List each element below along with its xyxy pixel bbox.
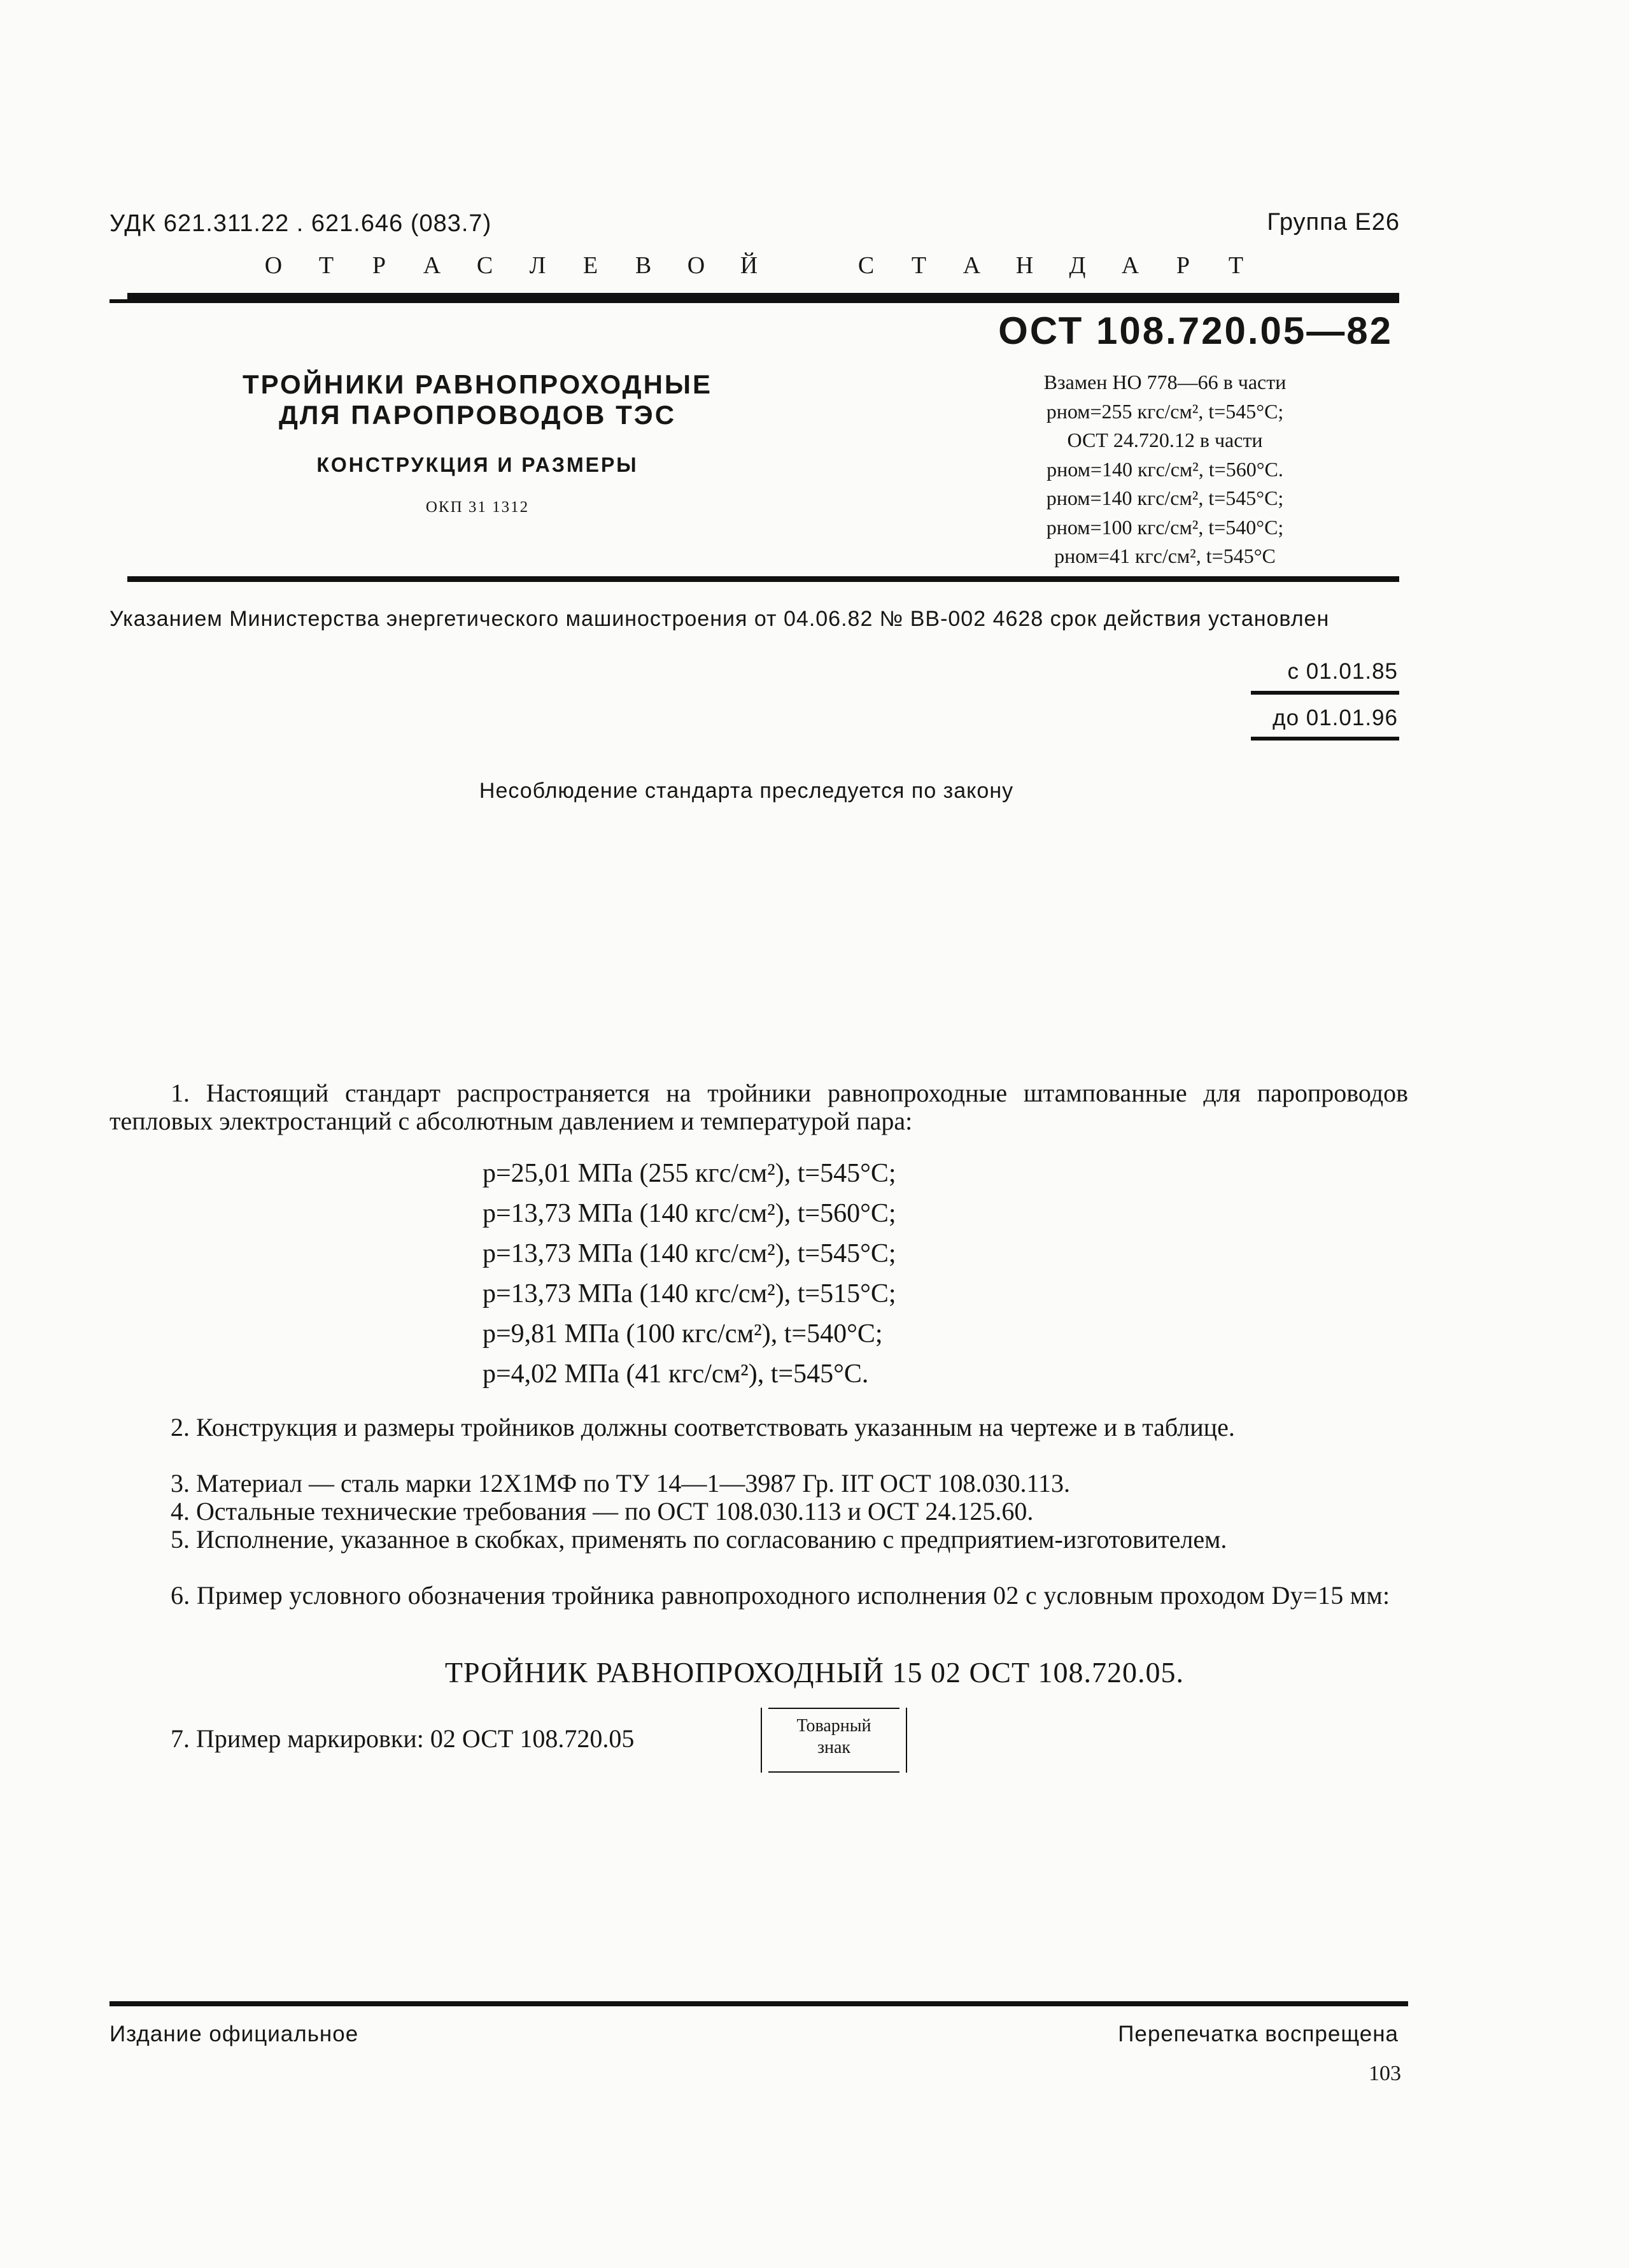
standard-number: ОСТ 108.720.05—82: [998, 309, 1393, 352]
parameter-line: p=25,01 МПа (255 кгс/см²), t=545°С;: [483, 1159, 896, 1188]
footer-reprint-notice: Перепечатка воспрещена: [1118, 2022, 1399, 2046]
trademark-line-2: знак: [817, 1738, 851, 1757]
heading-letter: О: [687, 252, 705, 279]
replaces-line: ОСТ 24.720.12 в части: [1067, 429, 1263, 451]
group-code: Группа Е26: [1267, 209, 1400, 236]
heading-letter: Й: [740, 252, 758, 279]
replaces-line: pном=140 кгс/см², t=545°С;: [1046, 486, 1284, 509]
decree-text: Указанием Министерства энергетического машиностроения от 04.06.82 № ВВ-002 4628 срок действия установлен: [109, 607, 1330, 631]
heading-letter: Д: [1069, 252, 1086, 279]
heading-letter: А: [1121, 252, 1139, 279]
heading-letter: А: [963, 252, 981, 279]
clause-6: [109, 1582, 1408, 1610]
heading-letter: Т: [318, 252, 334, 279]
clause-4: [109, 1498, 1408, 1526]
title-line-1: ТРОЙНИКИ РАВНОПРОХОДНЫЕ: [242, 369, 713, 399]
parameter-line: p=9,81 МПа (100 кгс/см²), t=540°С;: [483, 1319, 883, 1349]
heading-letter: О: [264, 252, 283, 279]
footer-rule: [109, 2001, 1408, 2006]
clause-7: 7. Пример маркировки: 02 ОСТ 108.720.05: [171, 1724, 635, 1753]
heading-letter: С: [857, 252, 875, 279]
heading-letter: Р: [372, 252, 386, 279]
header-bottom-rule: [127, 576, 1399, 582]
designation-example: ТРОЙНИК РАВНОПРОХОДНЫЙ 15 02 ОСТ 108.720.05.: [444, 1656, 1185, 1689]
law-notice: Несоблюдение стандарта преследуется по закону: [479, 779, 1014, 803]
trademark-box: [761, 1708, 907, 1773]
replaces-line: Взамен НО 778—66 в части: [1043, 371, 1287, 393]
heading-otraslevoi: [247, 252, 775, 280]
effective-to-date: до 01.01.96: [1273, 705, 1398, 730]
clause-5: [109, 1526, 1408, 1554]
clause-3-text: 3. Материал — сталь марки 12Х1МФ по ТУ 14—1—3987 Гр. IIТ ОСТ 108.030.113.: [171, 1469, 1071, 1498]
parameter-line: p=13,73 МПа (140 кгс/см²), t=545°С;: [483, 1239, 896, 1268]
trademark-line-1: Товарный: [796, 1716, 871, 1736]
heading-letter: А: [423, 252, 441, 279]
date-underline-2: [1251, 737, 1399, 741]
heading-letter: Т: [1228, 252, 1244, 279]
footer-official-edition: Издание официальное: [109, 2022, 359, 2046]
clause-5-text: 5. Исполнение, указанное в скобках, применять по согласованию с предприятием-изготовителем.: [171, 1525, 1227, 1554]
heading-standart: [840, 252, 1262, 280]
title-line-2: ДЛЯ ПАРОПРОВОДОВ ТЭС: [278, 400, 677, 430]
heading-letter: Т: [911, 252, 927, 279]
page-number: 103: [1369, 2062, 1401, 2085]
heading-letter: Л: [529, 252, 546, 279]
clause-1: [109, 1079, 1408, 1135]
replaces-line: pном=41 кгс/см², t=545°С: [1054, 544, 1276, 567]
subtitle: КОНСТРУКЦИЯ И РАЗМЕРЫ: [316, 453, 638, 476]
parameters-list: [483, 1154, 896, 1394]
parameter-line: p=13,73 МПа (140 кгс/см²), t=560°С;: [483, 1199, 896, 1228]
clause-4-text: 4. Остальные технические требования — по ОСТ 108.030.113 и ОСТ 24.125.60.: [171, 1497, 1034, 1526]
replaces-line: pном=255 кгс/см², t=545°С;: [1046, 399, 1284, 423]
okp-code: ОКП 31 1312: [425, 499, 530, 516]
heading-letter: В: [635, 252, 652, 279]
replaces-line: pном=100 кгс/см², t=540°С;: [1046, 515, 1284, 539]
date-underline-1: [1251, 691, 1399, 695]
heading-letter: Н: [1015, 252, 1034, 279]
top-thin-rule: [109, 299, 1399, 303]
udk-code: УДК 621.311.22 . 621.646 (083.7): [109, 210, 492, 237]
clause-3: [109, 1470, 1408, 1498]
effective-from-date: с 01.01.85: [1287, 659, 1398, 684]
clause-2-text: 2. Конструкция и размеры тройников должны соответствовать указанным на чертеже и в таблице.: [171, 1413, 1235, 1442]
replaces-block: [974, 368, 1356, 571]
replaces-line: pном=140 кгс/см², t=560°С.: [1047, 457, 1283, 481]
heading-letter: С: [476, 252, 493, 279]
heading-letter: Е: [582, 252, 598, 279]
heading-letter: Р: [1176, 252, 1190, 279]
clause-1-text: 1. Настоящий стандарт распространяется на тройники равнопроходные штампованные для паропроводов тепловых электростанций с абсолютным давлением и температурой пара:: [109, 1079, 1408, 1135]
parameter-line: p=4,02 МПа (41 кгс/см²), t=545°С.: [483, 1359, 869, 1389]
clause-6-text: 6. Пример условного обозначения тройника равнопроходного исполнения 02 с условным проходом Dу=15 мм:: [171, 1581, 1390, 1610]
parameter-line: p=13,73 МПа (140 кгс/см²), t=515°С;: [483, 1279, 896, 1308]
clause-2: [109, 1414, 1408, 1442]
